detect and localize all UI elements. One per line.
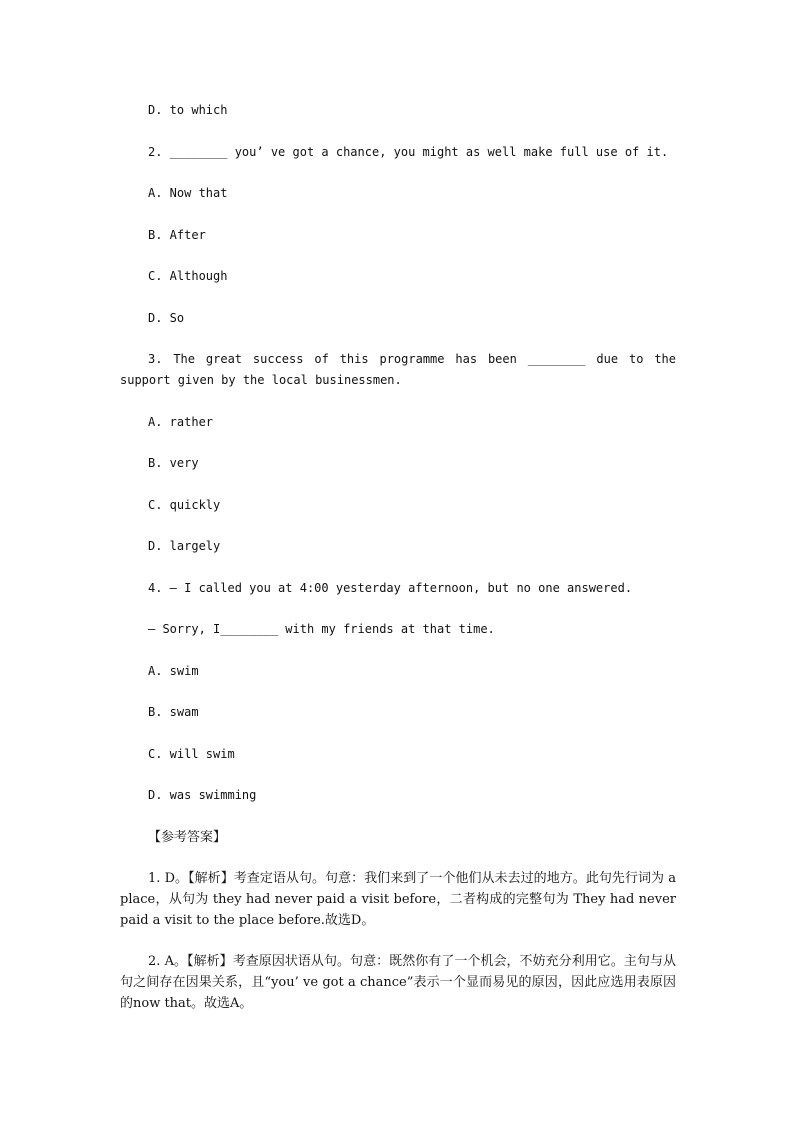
q4-option-a: A. swim	[148, 663, 199, 678]
q4-stem-line1: 4. — I called you at 4:00 yesterday afternoon, but no one answered.	[148, 580, 633, 595]
q3-stem: 3. The great success of this programme has been ________ due to the support given by the local businessmen.	[120, 352, 676, 387]
q2-option-a: A. Now that	[148, 186, 228, 200]
q4-option-c: C. will swim	[148, 746, 235, 761]
q2-option-b: B. After	[148, 227, 206, 242]
answer-1-explanation: 1. D。【解析】考查定语从句。句意：我们来到了一个他们从未去过的地方。此句先行词为 a place，从句为 they had never paid a visit before，二者构成的完整句为 They had never paid a visit to the place before.故选D。	[120, 870, 676, 928]
answer-2-explanation: 2. A。【解析】考查原因状语从句。句意：既然你有了一个机会，不妨充分利用它。主句与从句之间存在因果关系，且“you’ ve got a chance”表示一个显而易见的原因，因此应选用表原因的now that。故选A。	[120, 953, 676, 1011]
q4-option-b: B. swam	[148, 705, 199, 719]
document-page	[120, 100, 676, 1034]
answers-heading: 【参考答案】	[148, 829, 227, 845]
q3-option-d: D. largely	[148, 539, 221, 553]
q2-stem: 2. ________ you’ ve got a chance, you might as well make full use of it.	[148, 144, 669, 159]
q4-stem-line2: — Sorry, I________ with my friends at that time.	[148, 622, 495, 636]
q3-option-b: B. very	[148, 456, 199, 470]
q4-option-d: D. was swimming	[148, 788, 257, 802]
q3-option-c: C. quickly	[148, 497, 221, 512]
q2-option-d: D. So	[148, 310, 185, 325]
q3-option-a: A. rather	[148, 414, 214, 429]
q2-option-c: C. Although	[148, 269, 228, 283]
q1-option-d: D. to which	[148, 103, 228, 117]
